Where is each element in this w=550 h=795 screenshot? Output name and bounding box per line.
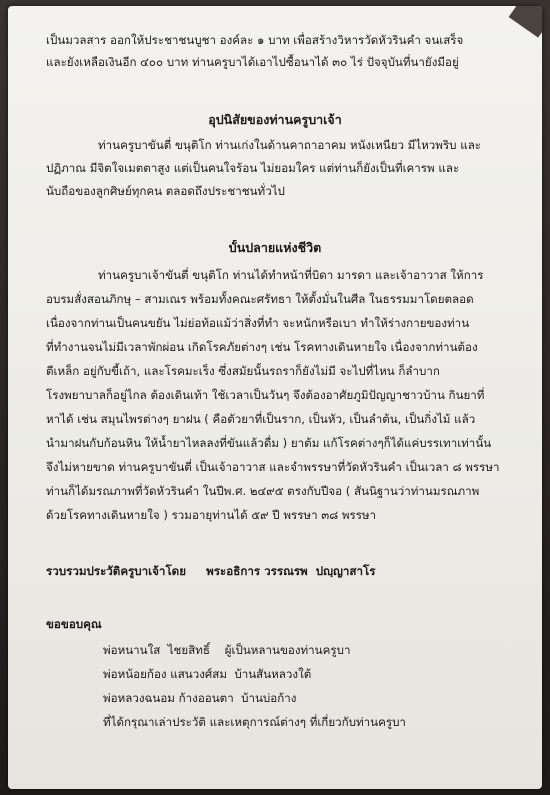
paragraph-line: ปฏิภาณ มีจิตใจเมตตาสูง แต่เป็นคนใจร้อน ไม่ยอมใคร แต่ท่านก็ยังเป็นที่เคารพ และ: [46, 161, 460, 175]
section-heading-final-years: บั้นปลายแห่งชีวิต: [228, 240, 322, 255]
paragraph-line: ท่านครูบาเจ้าขันตี่ ขนุติโก ท่านได้ทำหน้าที่บิดา มารดา และเจ้าอาวาส ให้การ: [98, 268, 484, 282]
acknowledgements-heading: ขอขอบคุณ: [46, 617, 102, 631]
paragraph-line: ตีเหล็ก อยู่กับขี้เถ้า, และโรคมะเร็ง ซึ่งสมัยนั้นรถราก็ยังไม่มี จะไปที่ไหน ก็ลำบาก: [46, 364, 440, 378]
section-heading-character: อุปนิสัยของท่านครูบาเจ้า: [208, 112, 342, 127]
paragraph-line: ด้วยโรคทางเดินหายใจ ) รวมอายุท่านได้ ๕๙ ปี พรรษา ๓๘ พรรษา: [46, 508, 377, 522]
acknowledgement-line: พ่อหน้อยก้อง แสนวงศ์สม บ้านสันหลวงใต้: [103, 667, 312, 681]
paragraph-line: เป็นมวลสาร ออกให้ประชาชนบูชา องค์ละ ๑ บาท เพื่อสร้างวิหารวัดหัวรินคำ จนเสร็จ: [46, 33, 464, 47]
paragraph-line: และยังเหลือเงินอีก ๔๐๐ บาท ท่านครูบาได้เอาไปซื้อนาได้ ๓๐ ไร่ ปัจจุบันที่นายังมีอยู่: [46, 55, 459, 69]
paragraph-line: ที่ทำงานจนไม่มีเวลาพักผ่อน เกิดโรคภัยต่างๆ เช่น โรคทางเดินหายใจ เนื่องจากท่านต้อง: [46, 340, 478, 354]
paragraph-line: เนื่องจากท่านเป็นคนขยัน ไม่ย่อท้อแม้ว่าสิ่งที่ทำ จะหนักหรือเบา ทำให้ร่างกายของท่าน: [46, 316, 470, 330]
acknowledgement-line: พ่อหนานใส ไชยสิทธิ์ ผู้เป็นหลานของท่านครูบา: [103, 643, 351, 657]
paragraph-line: ท่านก็ได้มรณภาพที่วัดหัวรินคำ ในปีพ.ศ. ๒๔๙๕ ตรงกับปีจอ ( สันนิฐานว่าท่านมรณภาพ: [46, 484, 480, 498]
compiled-by-line: รวบรวมประวัติครูบาเจ้าโดย พระอธิการ วรรณรพ ปญฺญาสาโร: [46, 564, 376, 578]
paragraph-line: หาได้ เช่น สมุนไพรต่างๆ ยาฝน ( คือตัวยาที่เป็นราก, เป็นหัว, เป็นลำต้น, เป็นกิ่งไม้ แล้ว: [46, 412, 476, 426]
paragraph-line: จึงไม่หายขาด ท่านครูบาขันตี่ เป็นเจ้าอาวาส และจำพรรษาที่วัดหัวรินคำ เป็นเวลา ๘ พรรษา: [46, 460, 500, 474]
paragraph-line: โรงพยาบาลก็อยู่ไกล ต้องเดินเท้า ใช้เวลาเป็นวันๆ จึงต้องอาศัยภูมิปัญญาชาวบ้าน กินยาที่: [46, 388, 485, 402]
document-page: [8, 6, 542, 789]
paragraph-line: นับถือของลูกศิษย์ทุกคน ตลอดถึงประชาชนทั่วไป: [46, 184, 285, 198]
acknowledgement-line: ที่ได้กรุณาเล่าประวัติ และเหตุการณ์ต่างๆ ที่เกี่ยวกับท่านครูบา: [103, 715, 406, 729]
paragraph-line: ท่านครูบาขันตี่ ขนุติโก ท่านเก่งในด้านคาถาอาคม หนังเหนียว มีไหวพริบ และ: [98, 138, 482, 152]
paragraph-line: นำมาฝนกับก้อนหิน ให้น้ำยาไหลลงที่ขันแล้วดื่ม ) ยาต้ม แก้โรคต่างๆก็ได้แค่บรรเทาเท่านั้น: [46, 436, 492, 450]
acknowledgement-line: พ่อหลวงฉนอม ก้างออนตา บ้านบ่อก้าง: [103, 691, 297, 705]
paragraph-line: อบรมสั่งสอนภิกษุ – สามเณร พร้อมทั้งคณะศรัทธา ให้ตั้งมั่นในศีล ในธรรมมาโดยตลอด: [46, 292, 474, 306]
